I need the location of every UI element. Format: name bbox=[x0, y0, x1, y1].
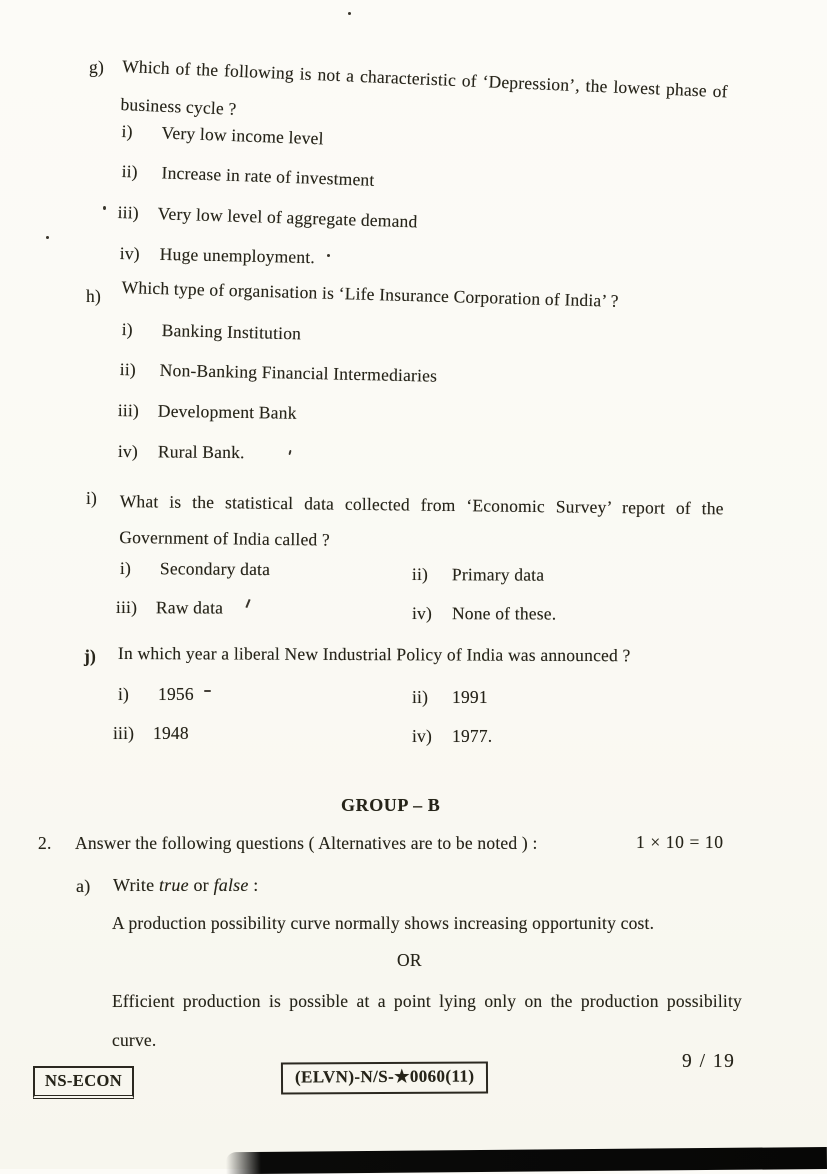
question-text-j: In which year a liberal New Industrial Policy of India was announced ? bbox=[117, 643, 631, 666]
option-text: None of these. bbox=[451, 603, 557, 624]
question-text-i: What is the statistical data collected from ‘Economic Survey’ report of the Government of India called ? bbox=[119, 490, 724, 550]
option-text: 1956 bbox=[158, 684, 194, 704]
prompt-part-italic: false bbox=[213, 875, 249, 895]
option-j-iii bbox=[113, 723, 189, 744]
option-text: Banking Institution bbox=[161, 319, 302, 344]
option-g-ii bbox=[121, 161, 375, 191]
option-j-iv bbox=[412, 726, 492, 747]
option-j-ii bbox=[412, 687, 488, 708]
option-label: iii) bbox=[113, 723, 135, 743]
option-text: Development Bank bbox=[157, 400, 297, 423]
option-label: iv) bbox=[117, 441, 139, 462]
or-separator: OR bbox=[397, 950, 422, 970]
question-label-j: j) bbox=[84, 646, 97, 666]
option-text: Secondary data bbox=[159, 558, 271, 580]
prompt-part-italic: true bbox=[158, 875, 189, 895]
question-text-g: Which of the following is not a characteristic of ‘Depression’, the lowest phase of business cycle ? bbox=[120, 55, 729, 119]
option-label: i) bbox=[121, 121, 134, 142]
scan-tick-mark bbox=[245, 599, 250, 608]
option-label: iii) bbox=[117, 400, 140, 421]
option-label: ii) bbox=[411, 564, 429, 585]
option-label: i) bbox=[119, 558, 132, 579]
option-text: Primary data bbox=[451, 564, 545, 585]
question-2a-label: a) bbox=[76, 876, 91, 896]
option-label: i) bbox=[118, 684, 130, 704]
prompt-part: : bbox=[248, 875, 259, 895]
statement-2: Efficient production is possible at a point lying only on the production possibility curve. bbox=[112, 991, 742, 1050]
scan-speck bbox=[327, 254, 330, 257]
option-label: iii) bbox=[115, 597, 138, 618]
option-g-iii bbox=[117, 202, 417, 232]
option-i-ii bbox=[412, 564, 544, 586]
question-text-h: Which type of organisation is ‘Life Insurance Corporation of India’ ? bbox=[121, 277, 619, 311]
option-label: ii) bbox=[412, 687, 429, 707]
option-text: Rural Bank. bbox=[157, 441, 245, 463]
option-h-iv bbox=[118, 441, 245, 463]
option-text: 1991 bbox=[452, 687, 488, 707]
prompt-part: Write bbox=[113, 875, 159, 895]
option-text: Very low level of aggregate demand bbox=[157, 203, 418, 232]
question-2-text: Answer the following questions ( Alternatives are to be noted ) : bbox=[75, 833, 538, 853]
option-text: 1948 bbox=[153, 723, 189, 743]
paper-series-stamp: (ELVN)-N/S-★0060(11) bbox=[281, 1061, 489, 1094]
scan-speck bbox=[46, 236, 49, 239]
option-label: iv) bbox=[412, 726, 433, 746]
question-2-marks: 1 × 10 = 10 bbox=[636, 832, 724, 852]
option-text: Very low income level bbox=[161, 122, 325, 149]
question-label-i: i) bbox=[86, 488, 98, 508]
option-label: iv) bbox=[119, 243, 141, 264]
option-h-i bbox=[121, 319, 301, 344]
option-text: Huge unemployment. bbox=[159, 243, 316, 268]
exam-code-stamp: NS-ECON bbox=[33, 1066, 134, 1099]
option-label: ii) bbox=[119, 359, 137, 380]
page-number: 9 / 19 bbox=[682, 1051, 736, 1072]
option-text: Raw data bbox=[155, 597, 224, 618]
question-label-g: g) bbox=[89, 57, 104, 77]
option-label: iii) bbox=[117, 202, 140, 223]
question-2-number: 2. bbox=[38, 833, 52, 853]
question-label-h: h) bbox=[86, 286, 101, 306]
scan-speck bbox=[288, 450, 291, 455]
option-g-iv bbox=[120, 243, 316, 268]
statement-1: A production possibility curve normally shows increasing opportunity cost. bbox=[112, 913, 655, 933]
option-j-i bbox=[118, 684, 194, 705]
group-b-heading: GROUP – B bbox=[341, 795, 441, 815]
option-text: Non-Banking Financial Intermediaries bbox=[159, 359, 438, 386]
prompt-part: or bbox=[188, 875, 214, 895]
option-label: iv) bbox=[411, 603, 433, 624]
scan-speck bbox=[348, 12, 351, 15]
option-i-iii bbox=[116, 597, 223, 619]
option-label: ii) bbox=[121, 161, 139, 182]
scan-speck bbox=[103, 206, 106, 210]
scan-edge-artifact bbox=[226, 1147, 827, 1174]
option-text: Increase in rate of investment bbox=[161, 162, 375, 190]
option-i-i bbox=[120, 558, 270, 580]
option-text: 1977. bbox=[452, 726, 493, 746]
option-i-iv bbox=[412, 603, 556, 625]
option-label: i) bbox=[121, 319, 134, 340]
scan-dash-mark bbox=[204, 690, 211, 692]
option-h-iii bbox=[118, 400, 297, 424]
true-false-prompt bbox=[113, 875, 258, 896]
option-h-ii bbox=[120, 359, 438, 387]
